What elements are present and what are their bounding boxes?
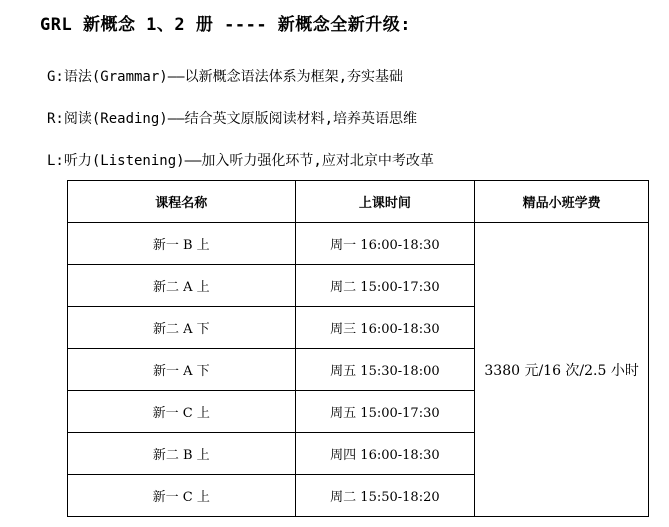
course-name-cell: 新二 B 上 [68, 433, 296, 475]
table-header-row [68, 181, 649, 223]
listening-line: L:听力(Listening)——加入听力强化环节,应对北京中考改革 [47, 153, 434, 169]
class-time-cell: 周三 16:00-18:30 [295, 307, 475, 349]
reading-line: R:阅读(Reading)——结合英文原版阅读材料,培养英语思维 [47, 111, 418, 127]
class-time-cell: 周五 15:00-17:30 [295, 391, 475, 433]
course-name-cell: 新一 B 上 [68, 223, 296, 265]
course-table [67, 180, 649, 517]
page-title: GRL 新概念 1、2 册 ---- 新概念全新升级: [40, 15, 412, 35]
course-name-cell: 新二 A 下 [68, 307, 296, 349]
header-class-time: 上课时间 [295, 181, 475, 223]
class-time-cell: 周五 15:30-18:00 [295, 349, 475, 391]
course-name-cell: 新一 C 上 [68, 475, 296, 517]
class-time-cell: 周四 16:00-18:30 [295, 433, 475, 475]
class-time-cell: 周二 15:50-18:20 [295, 475, 475, 517]
course-name-cell: 新一 C 上 [68, 391, 296, 433]
tuition-cell: 3380 元/16 次/2.5 小时 [475, 223, 649, 517]
header-course-name: 课程名称 [68, 181, 296, 223]
class-time-cell: 周二 15:00-17:30 [295, 265, 475, 307]
course-name-cell: 新一 A 下 [68, 349, 296, 391]
header-tuition: 精品小班学费 [475, 181, 649, 223]
table-row [68, 223, 649, 265]
course-name-cell: 新二 A 上 [68, 265, 296, 307]
grammar-line: G:语法(Grammar)——以新概念语法体系为框架,夯实基础 [47, 69, 404, 85]
class-time-cell: 周一 16:00-18:30 [295, 223, 475, 265]
